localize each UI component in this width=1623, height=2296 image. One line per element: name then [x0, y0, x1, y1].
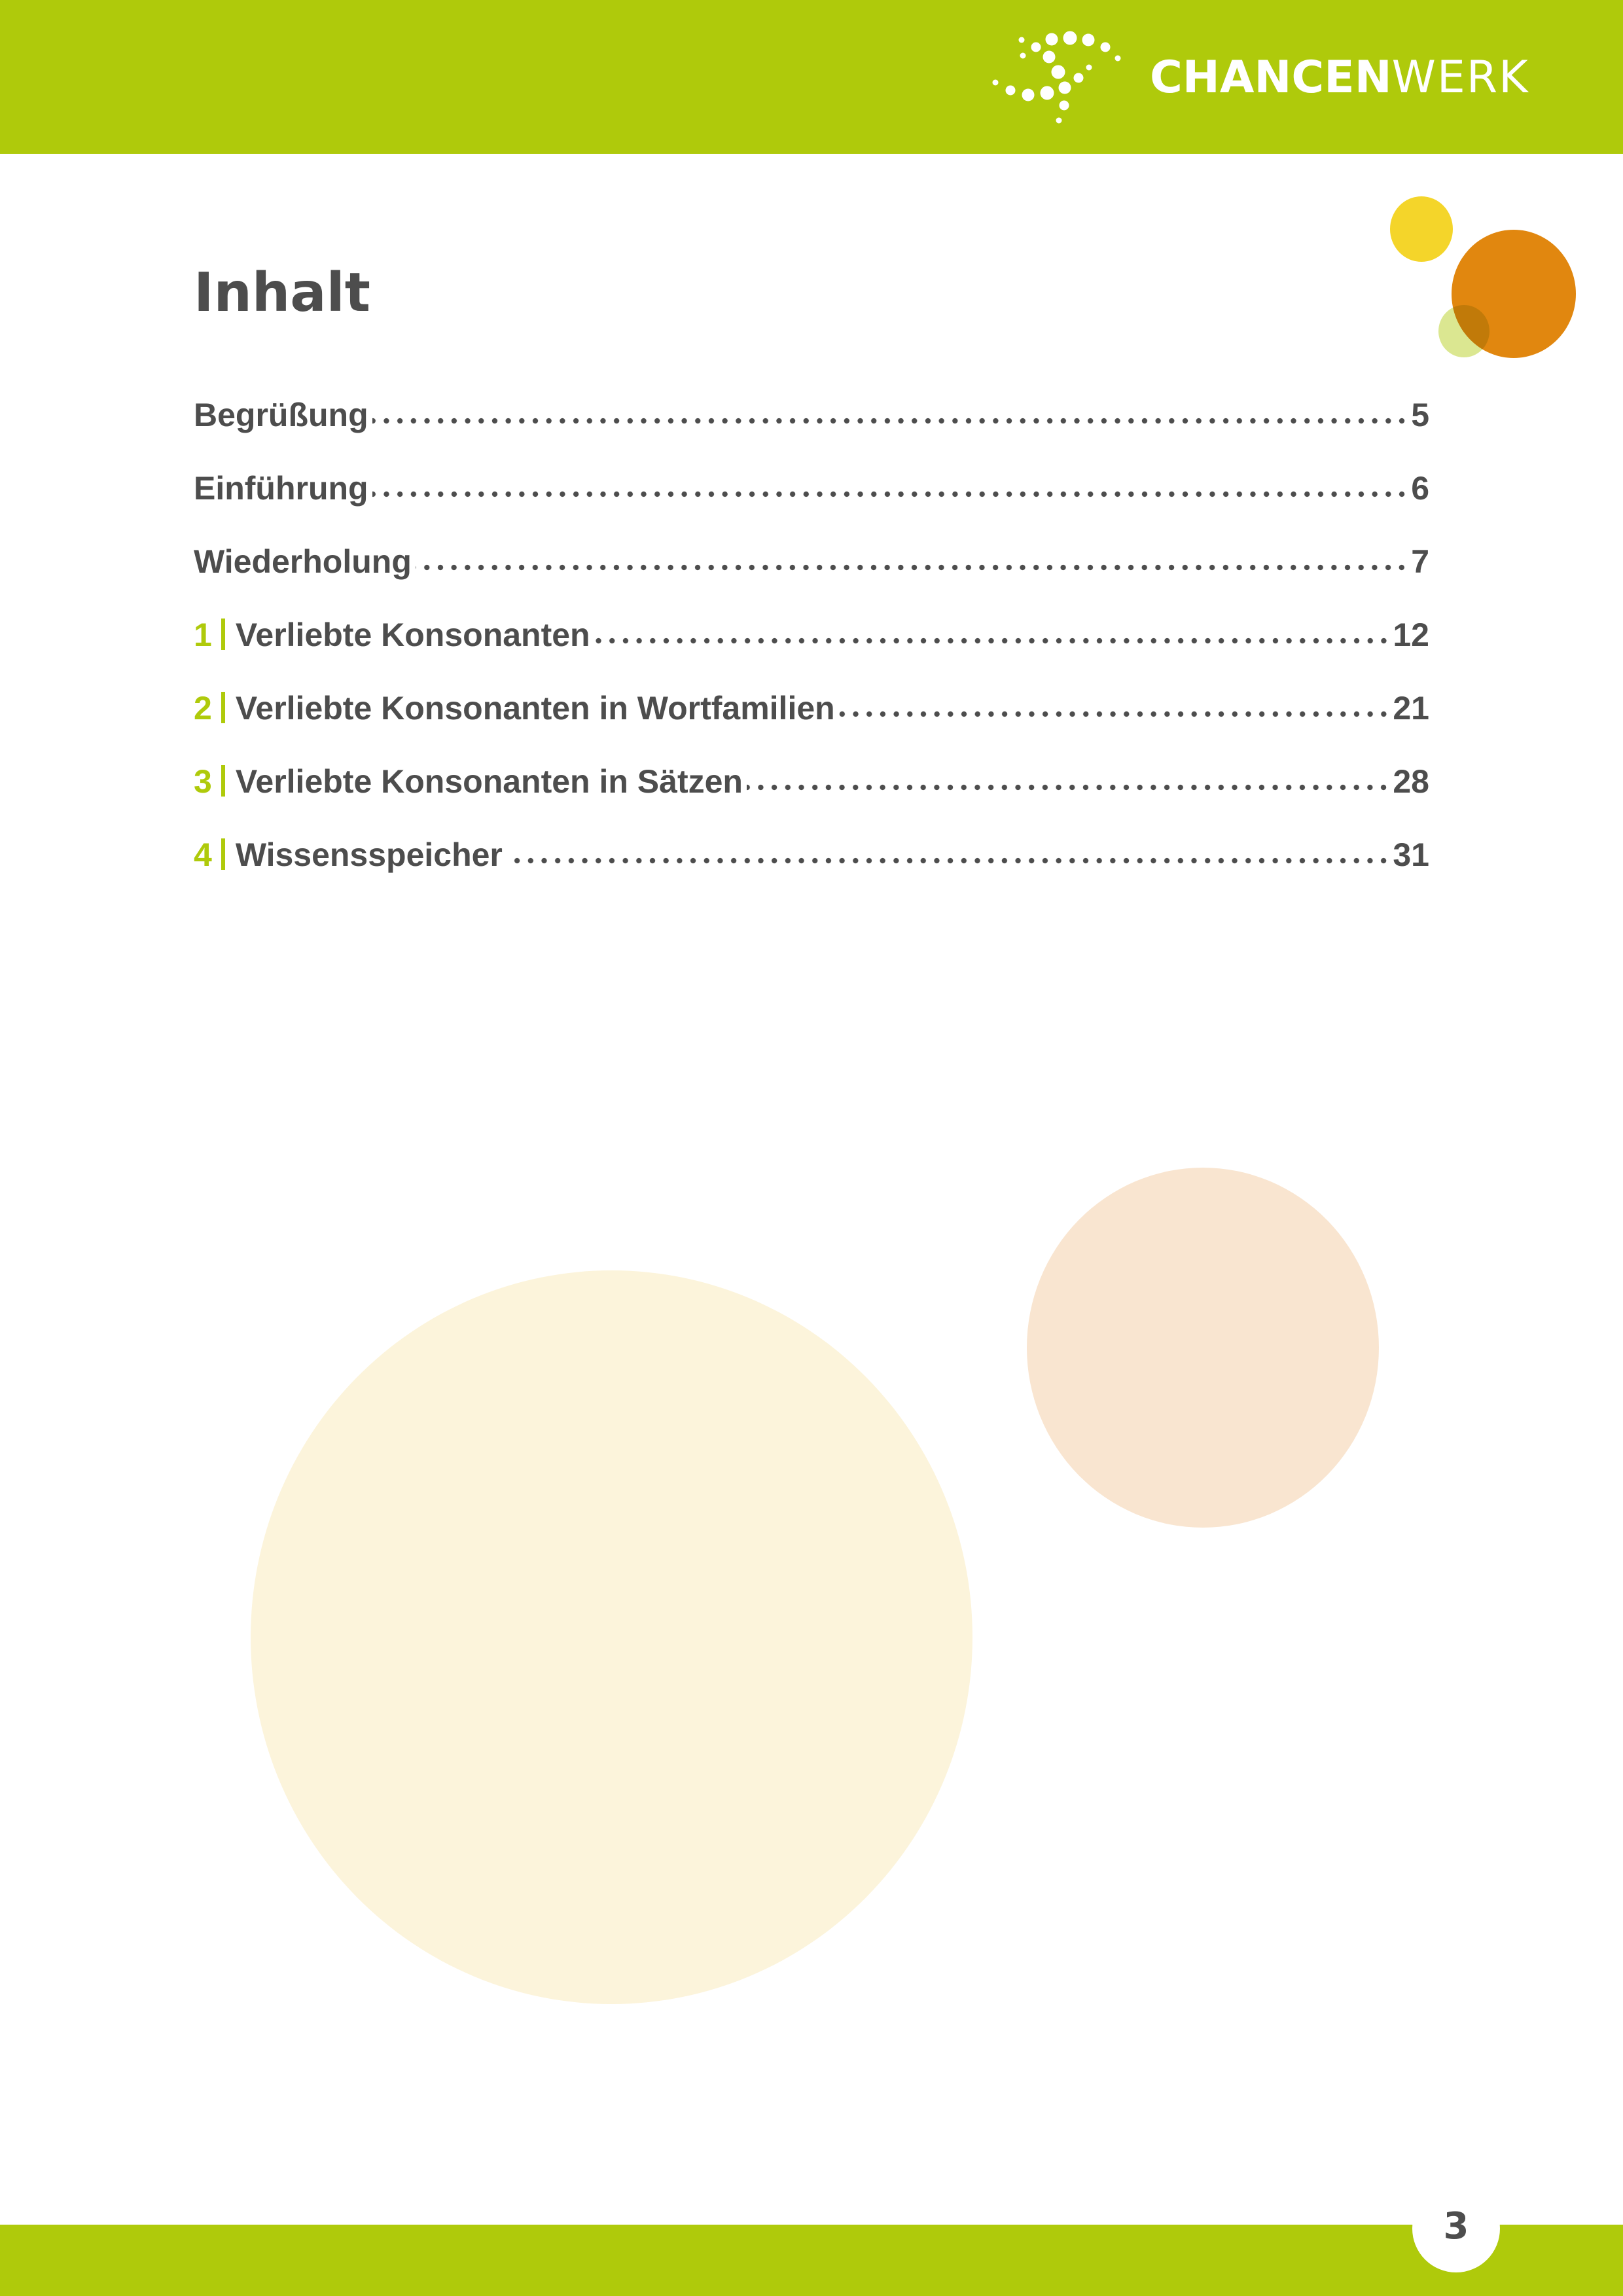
- page-title: Inhalt: [194, 262, 370, 324]
- table-of-contents: [194, 393, 1429, 906]
- dot-leader: [372, 417, 1408, 425]
- toc-entry-label: Begrüßung: [194, 397, 368, 433]
- toc-entry-page: 6: [1411, 470, 1429, 507]
- logo-text-bold: CHANCEN: [1150, 52, 1392, 103]
- toc-entry-chapter-3[interactable]: [194, 759, 1429, 833]
- dot-leader: [594, 637, 1391, 645]
- toc-entry-page: 7: [1411, 543, 1429, 580]
- dot-leader: [416, 564, 1408, 571]
- chapter-separator-bar: [221, 838, 225, 870]
- chapter-number: 1: [194, 617, 212, 653]
- toc-entry-wiederholung[interactable]: [194, 539, 1429, 613]
- toc-entry-page: 21: [1393, 690, 1429, 726]
- toc-entry-page: 12: [1393, 617, 1429, 653]
- toc-entry-label: Einführung: [194, 470, 368, 507]
- dot-leader: [372, 490, 1408, 498]
- chancenwerk-dots-logo-icon: [988, 26, 1132, 131]
- dot-leader: [507, 857, 1390, 865]
- toc-entry-begruessung[interactable]: [194, 393, 1429, 466]
- toc-entry-chapter-1[interactable]: [194, 613, 1429, 686]
- chapter-number: 3: [194, 763, 212, 800]
- chapter-separator-bar: [221, 765, 225, 797]
- dot-leader: [839, 710, 1391, 718]
- toc-entry-page: 31: [1393, 836, 1429, 873]
- toc-entry-label: Wiederholung: [194, 543, 412, 580]
- chapter-number: 2: [194, 690, 212, 726]
- decorative-circle-yellow: [1390, 196, 1453, 262]
- dot-leader: [747, 783, 1390, 791]
- toc-entry-chapter-4[interactable]: [194, 833, 1429, 906]
- page-number: 3: [1443, 2205, 1469, 2248]
- logo-text-thin: WERK: [1391, 52, 1529, 103]
- chapter-separator-bar: [221, 692, 225, 723]
- decorative-circle-peach: [1027, 1168, 1379, 1528]
- header-band: [0, 0, 1623, 154]
- toc-entry-label: Verliebte Konsonanten: [235, 617, 590, 653]
- chapter-separator-bar: [221, 619, 225, 650]
- toc-entry-einfuehrung[interactable]: [194, 466, 1429, 539]
- decorative-circle-lime: [1438, 305, 1489, 357]
- footer-band: [0, 2225, 1623, 2296]
- decorative-circle-cream: [251, 1270, 972, 2004]
- toc-entry-page: 28: [1393, 763, 1429, 800]
- toc-entry-label: Wissensspeicher: [235, 836, 503, 873]
- toc-entry-page: 5: [1411, 397, 1429, 433]
- toc-entry-label: Verliebte Konsonanten in Sätzen: [235, 763, 743, 800]
- chancenwerk-logo: [988, 26, 1564, 131]
- chapter-number: 4: [194, 836, 212, 873]
- toc-entry-label: Verliebte Konsonanten in Wortfamilien: [235, 690, 835, 726]
- logo-wordmark: [1150, 52, 1529, 103]
- toc-entry-chapter-2[interactable]: [194, 686, 1429, 759]
